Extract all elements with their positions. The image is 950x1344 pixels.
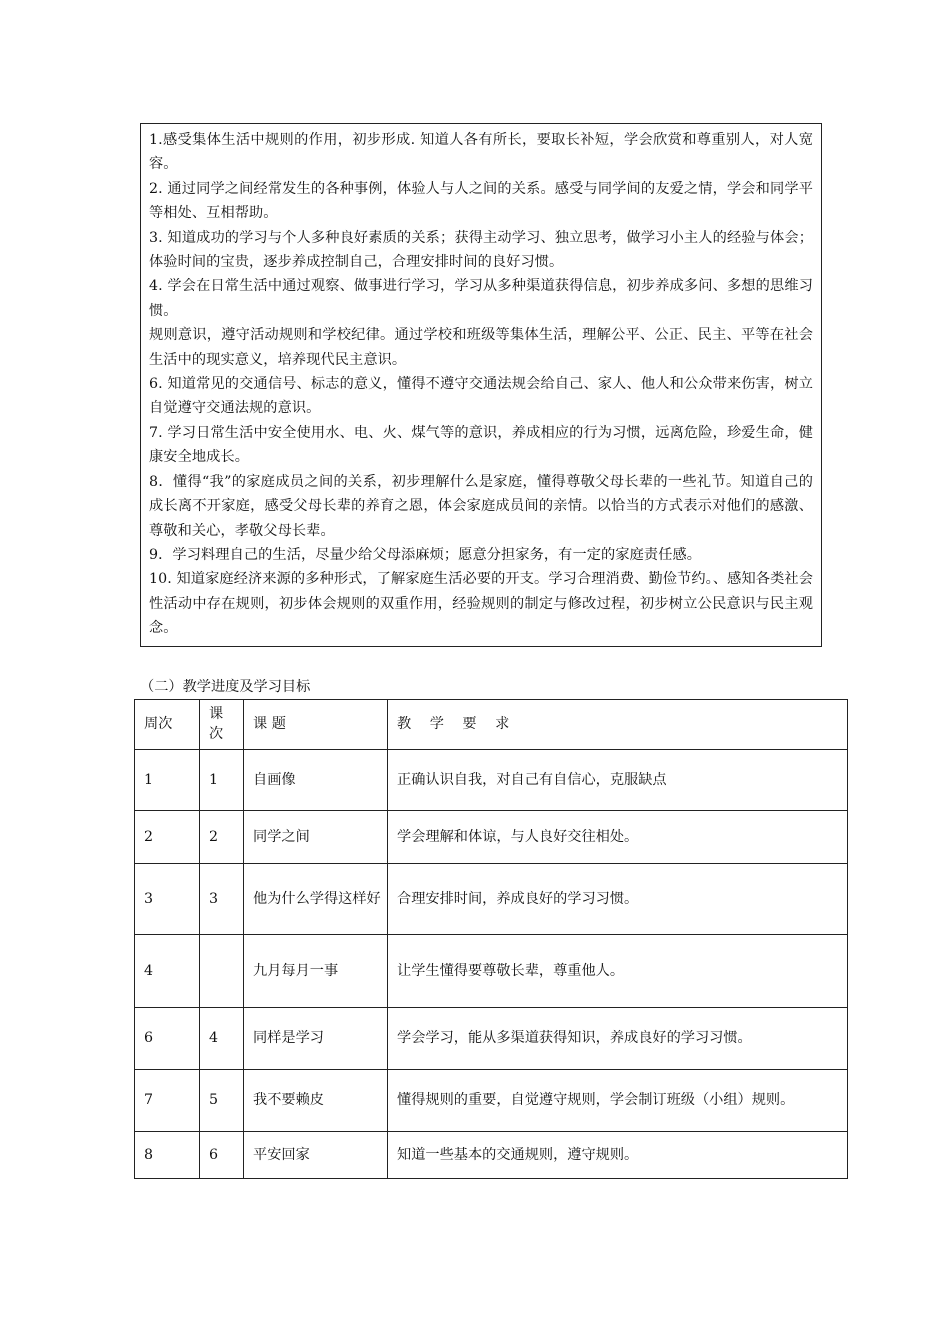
cell-requirement: 知道一些基本的交通规则，遵守规则。 [388, 1132, 848, 1179]
header-requirement: 教 学 要 求 [388, 700, 848, 750]
cell-topic: 平安回家 [244, 1132, 388, 1179]
cell-lesson: 4 [200, 1008, 244, 1070]
cell-lesson: 2 [200, 811, 244, 864]
cell-lesson: 5 [200, 1070, 244, 1132]
table-row [135, 1070, 848, 1132]
cell-requirement: 懂得规则的重要，自觉遵守规则，学会制订班级（小组）规则。 [388, 1070, 848, 1132]
table-row [135, 935, 848, 1008]
cell-topic: 自画像 [244, 750, 388, 811]
cell-topic: 他为什么学得这样好 [244, 864, 388, 935]
cell-requirement: 学会理解和体谅，与人良好交往相处。 [388, 811, 848, 864]
cell-requirement: 让学生懂得要尊敬长辈，尊重他人。 [388, 935, 848, 1008]
header-lesson-label: 课次 [209, 705, 224, 742]
cell-week: 8 [135, 1132, 200, 1179]
goal-8: 8．懂得“我”的家庭成员之间的关系，初步理解什么是家庭，懂得尊敬父母长辈的一些礼节。知道自己的成长离不开家庭，感受父母长辈的养育之恩，体会家庭成员间的亲情。以恰当的方式表示对他们的感激、尊敬和关心，孝敬父母长辈。 [149, 473, 813, 539]
cell-week: 1 [135, 750, 200, 811]
cell-lesson: 6 [200, 1132, 244, 1179]
header-lesson [200, 700, 244, 750]
cell-topic: 同学之间 [244, 811, 388, 864]
goal-6: 6. 知道常见的交通信号、标志的意义，懂得不遵守交通法规会给自己、家人、他人和公众带来伤害，树立自觉遵守交通法规的意识。 [149, 376, 813, 417]
cell-requirement: 正确认识自我，对自己有自信心，克服缺点 [388, 750, 848, 811]
cell-requirement: 学会学习，能从多渠道获得知识，养成良好的学习习惯。 [388, 1008, 848, 1070]
cell-topic: 我不要赖皮 [244, 1070, 388, 1132]
cell-lesson: 3 [200, 864, 244, 935]
cell-lesson: 1 [200, 750, 244, 811]
table-row [135, 750, 848, 811]
goal-7: 7. 学习日常生活中安全使用水、电、火、煤气等的意识，养成相应的行为习惯，远离危险，珍爱生命，健康安全地成长。 [149, 424, 813, 466]
goal-3: 3. 知道成功的学习与个人多种良好素质的关系；获得主动学习、独立思考，做学习小主人的经验与体会；体验时间的宝贵，逐步养成控制自己，合理安排时间的良好习惯。 [149, 229, 813, 271]
cell-requirement: 合理安排时间，养成良好的学习习惯。 [388, 864, 848, 935]
learning-goals-box [140, 123, 822, 647]
goal-2: 2. 通过同学之间经常发生的各种事例，体验人与人之间的关系。感受与同学间的友爱之情，学会和同学平等相处、互相帮助。 [149, 180, 813, 222]
goal-1: 1.感受集体生活中规则的作用，初步形成. 知道人各有所长，要取长补短，学会欣赏和尊重别人，对人宽容。 [149, 132, 813, 173]
header-week: 周次 [135, 700, 200, 750]
goal-4: 4. 学会在日常生活中通过观察、做事进行学习，学习从多种渠道获得信息，初步养成多问、多想的思维习惯。 [149, 278, 813, 319]
cell-week: 6 [135, 1008, 200, 1070]
table-row [135, 1008, 848, 1070]
table-row [135, 864, 848, 935]
cell-week: 4 [135, 935, 200, 1008]
cell-week: 2 [135, 811, 200, 864]
cell-topic: 同样是学习 [244, 1008, 388, 1070]
cell-topic: 九月每月一事 [244, 935, 388, 1008]
goal-9: 9．学习料理自己的生活，尽量少给父母添麻烦；愿意分担家务，有一定的家庭责任感。 [149, 546, 702, 563]
header-topic: 课 题 [244, 700, 388, 750]
cell-week: 3 [135, 864, 200, 935]
table-row [135, 811, 848, 864]
goal-10: 10. 知道家庭经济来源的多种形式，了解家庭生活必要的开支。学习合理消费、勤俭节约。、感知各类社会性活动中存在规则，初步体会规则的双重作用，经验规则的制定与修改过程，初步树立公民意识与民主观念。 [149, 571, 813, 637]
cell-week: 7 [135, 1070, 200, 1132]
cell-lesson [200, 935, 244, 1008]
table-row [135, 1132, 848, 1179]
table-header-row [135, 700, 848, 750]
schedule-table [134, 699, 848, 1179]
goal-5: 规则意识，遵守活动规则和学校纪律。通过学校和班级等集体生活，理解公平、公正、民主、平等在社会生活中的现实意义，培养现代民主意识。 [149, 327, 813, 368]
schedule-caption: （二）教学进度及学习目标 [140, 679, 311, 695]
